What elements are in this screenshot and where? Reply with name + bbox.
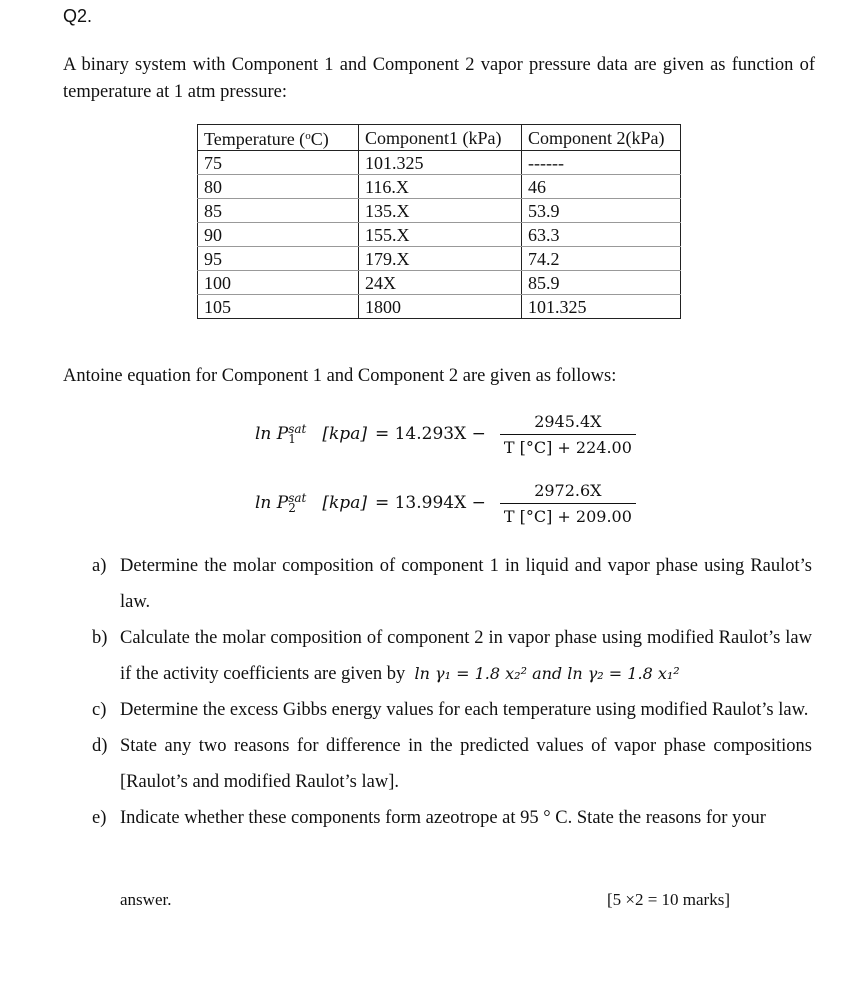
- eq1-denominator: T [°C] + 224.00: [500, 434, 636, 457]
- cell-component2: 46: [522, 175, 681, 199]
- question-label: d): [92, 736, 108, 756]
- intro-paragraph: A binary system with Component 1 and Component 2 vapor pressure data are given as function of temperature at 1 atm pressure:: [63, 55, 815, 102]
- table-row: [198, 295, 681, 319]
- eq2-lhs: ln P: [255, 493, 289, 513]
- eq2-unit: [kpa]: [322, 493, 367, 513]
- cell-component2: 63.3: [522, 223, 681, 247]
- eq2-sub: 2: [288, 501, 296, 515]
- cell-component2: 53.9: [522, 199, 681, 223]
- cell-temperature: 75: [198, 151, 359, 175]
- cell-component2: 85.9: [522, 271, 681, 295]
- question-e: [92, 800, 812, 836]
- cell-component1: 1800: [359, 295, 522, 319]
- table-header-row: [198, 125, 681, 151]
- question-text-wrapper: [120, 620, 812, 692]
- question-label: c): [92, 700, 107, 720]
- cell-temperature: 95: [198, 247, 359, 271]
- cell-temperature: 85: [198, 199, 359, 223]
- eq2-numerator: 2972.6X: [534, 480, 602, 500]
- table-row: [198, 223, 681, 247]
- activity-coefficient-equation: ln γ₁ = 1.8 x₂² and ln γ₂ = 1.8 x₁²: [414, 664, 680, 683]
- eq1-numerator: 2945.4X: [534, 411, 602, 431]
- eq1-sup-sub: [288, 424, 306, 444]
- eq2-constant: = 13.994X −: [374, 493, 486, 513]
- question-number: Q2.: [63, 6, 93, 26]
- question-c: [92, 692, 812, 728]
- eq1-constant: = 14.293X −: [374, 424, 486, 444]
- antoine-equation-1: [255, 407, 636, 461]
- table-row: [198, 247, 681, 271]
- final-line: [120, 890, 730, 910]
- cell-temperature: 100: [198, 271, 359, 295]
- cell-component1: 135.X: [359, 199, 522, 223]
- cell-component2: 101.325: [522, 295, 681, 319]
- question-text: Determine the molar composition of component 1 in liquid and vapor phase using Raulot’s law.: [120, 556, 812, 612]
- cell-component1: 24X: [359, 271, 522, 295]
- eq2-denominator: T [°C] + 209.00: [500, 503, 636, 526]
- question-d: [92, 728, 812, 800]
- eq1-lhs: ln P: [255, 424, 289, 444]
- question-list: [92, 548, 812, 836]
- antoine-equation-2: [255, 476, 636, 530]
- answer-continuation: answer.: [120, 890, 172, 909]
- eq1-unit: [kpa]: [322, 424, 367, 444]
- cell-temperature: 90: [198, 223, 359, 247]
- cell-component1: 101.325: [359, 151, 522, 175]
- header-temperature: Temperature ($^o$C): [198, 125, 359, 151]
- cell-component1: 116.X: [359, 175, 522, 199]
- table-row: [198, 271, 681, 295]
- question-text: Determine the excess Gibbs energy values for each temperature using modified Raulot’s law.: [120, 700, 809, 720]
- eq2-sup: sat: [288, 491, 307, 505]
- cell-temperature: 105: [198, 295, 359, 319]
- cell-component1: 155.X: [359, 223, 522, 247]
- cell-temperature: 80: [198, 175, 359, 199]
- eq2-fraction: [500, 481, 636, 526]
- question-text: Calculate the molar composition of component 2 in vapor phase using modified Raulot’s law if the activity coefficients are given by: [120, 628, 812, 684]
- vapor-pressure-table: [197, 124, 681, 319]
- question-text: Indicate whether these components form azeotrope at 95 ° C. State the reasons for your: [120, 808, 766, 828]
- table-row: [198, 175, 681, 199]
- table-row: [198, 199, 681, 223]
- question-a: [92, 548, 812, 620]
- header-component1: Component1 (kPa): [359, 125, 522, 151]
- question-label: e): [92, 808, 107, 828]
- table-row: [198, 151, 681, 175]
- eq1-fraction: [500, 412, 636, 457]
- header-component2: Component 2(kPa): [522, 125, 681, 151]
- question-label: a): [92, 556, 107, 576]
- cell-component2: 74.2: [522, 247, 681, 271]
- eq1-sub: 1: [288, 432, 296, 446]
- cell-component1: 179.X: [359, 247, 522, 271]
- antoine-intro: Antoine equation for Component 1 and Component 2 are given as follows:: [63, 366, 617, 386]
- question-b: [92, 620, 812, 692]
- question-text: State any two reasons for difference in the predicted values of vapor phase compositions [Raulot’s and modified Raulot’s law].: [120, 736, 812, 792]
- eq2-sup-sub: [288, 493, 306, 513]
- eq1-sup: sat: [288, 422, 307, 436]
- marks-label: [5 ×2 = 10 marks]: [606, 890, 730, 909]
- cell-component2: ------: [522, 151, 681, 175]
- question-label: b): [92, 628, 108, 648]
